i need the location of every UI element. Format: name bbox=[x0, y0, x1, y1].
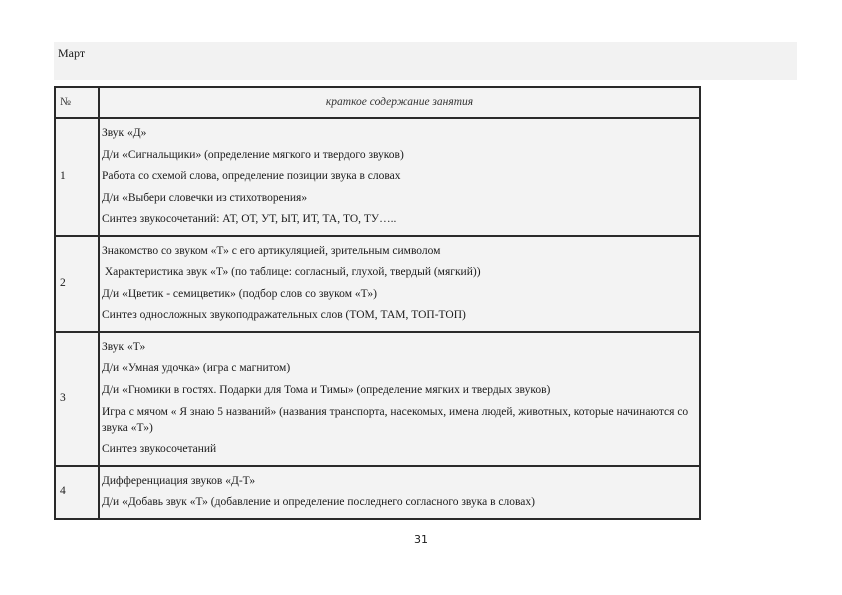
row-number: 1 bbox=[55, 118, 99, 236]
row-content bbox=[99, 332, 700, 466]
table-header-row bbox=[55, 87, 700, 118]
content-line: Дифференциация звуков «Д-Т» bbox=[102, 474, 256, 487]
table-row bbox=[55, 236, 700, 332]
page-number: 31 bbox=[414, 533, 428, 546]
row-content bbox=[99, 466, 700, 519]
content-line: Д/и «Добавь звук «Т» (добавление и определение последнего согласного звука в словах) bbox=[102, 496, 535, 508]
content-line: Знакомство со звуком «Т» с его артикуляцией, зрительным символом bbox=[102, 244, 441, 257]
content-line: Д/и «Умная удочка» (игра с магнитом) bbox=[102, 362, 291, 374]
row-content bbox=[99, 118, 700, 236]
table-row bbox=[55, 332, 700, 466]
content-line: Работа со схемой слова, определение позиции звука в словах bbox=[102, 170, 401, 182]
content-line: Д/и «Сигнальщики» (определение мягкого и твердого звуков) bbox=[102, 148, 404, 161]
row-number: 4 bbox=[55, 466, 99, 519]
content-line: Д/и «Гномики в гостях. Подарки для Тома и Тимы» (определение мягких и твердых звуков) bbox=[102, 383, 551, 396]
content-line: Д/и «Выбери словечки из стихотворения» bbox=[102, 191, 308, 204]
content-line: Синтез звукосочетаний bbox=[102, 443, 217, 455]
header-number: № bbox=[55, 87, 99, 118]
content-line: Звук «Т» bbox=[102, 340, 146, 353]
header-content: краткое содержание занятия bbox=[99, 87, 700, 118]
content-line: Звук «Д» bbox=[102, 127, 147, 139]
content-line: Игра с мячом « Я знаю 5 названий» (названия транспорта, насекомых, имена людей, животных, которые начинаются со звука «Т») bbox=[102, 406, 689, 434]
content-line: Характеристика звук «Т» (по таблице: согласный, глухой, твердый (мягкий)) bbox=[102, 266, 481, 278]
row-content bbox=[99, 236, 700, 332]
content-line: Синтез звукосочетаний: АТ, ОТ, УТ, ЫТ, ИТ, ТА, ТО, ТУ….. bbox=[102, 213, 397, 225]
table-row bbox=[55, 466, 700, 519]
content-line: Д/и «Цветик - семицветик» (подбор слов со звуком «Т») bbox=[102, 287, 377, 300]
row-number: 3 bbox=[55, 332, 99, 466]
content-line: Синтез односложных звукоподражательных слов (ТОМ, ТАМ, ТОП-ТОП) bbox=[102, 309, 466, 321]
lesson-plan-table bbox=[54, 86, 701, 520]
month-label: Март bbox=[58, 46, 86, 60]
table-row bbox=[55, 118, 700, 236]
month-band bbox=[54, 42, 797, 80]
row-number: 2 bbox=[55, 236, 99, 332]
